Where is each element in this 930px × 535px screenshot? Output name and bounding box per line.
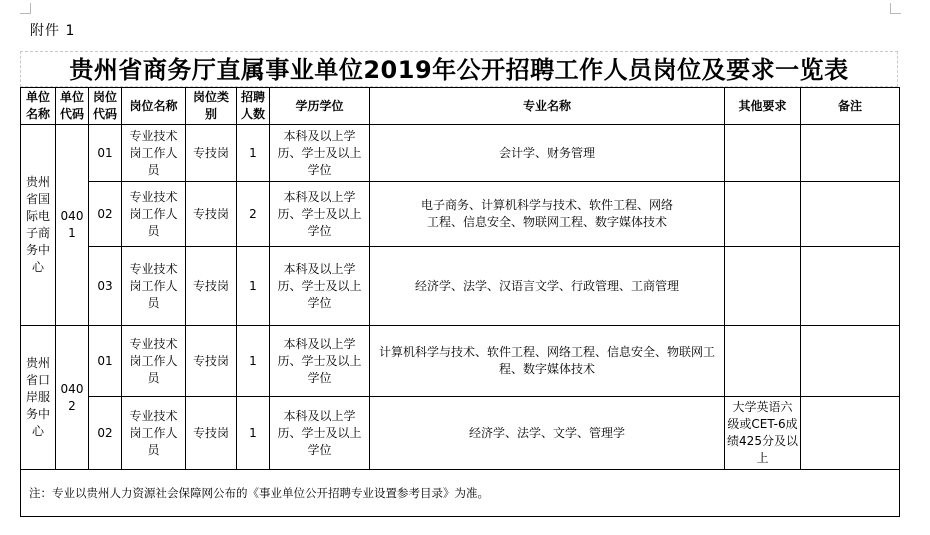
page-corner-mark-right [890,3,901,14]
education-cell: 本科及以上学历、学士及以上学位 [270,182,370,247]
count-cell: 1 [237,326,270,397]
other-cell [725,125,801,182]
remark-cell [801,182,900,247]
other-cell [725,182,801,247]
post-name-cell: 专业技术岗工作人员 [122,326,186,397]
header-unit-name: 单位名称 [21,88,56,125]
header-major: 专业名称 [370,88,725,125]
major-cell: 计算机科学与技术、软件工程、网络工程、信息安全、物联网工程、数字媒体技术 [370,326,725,397]
header-education: 学历学位 [270,88,370,125]
header-post-code: 岗位代码 [89,88,122,125]
header-count: 招聘人数 [237,88,270,125]
post-type-cell: 专技岗 [186,397,237,470]
post-name-cell: 专业技术岗工作人员 [122,182,186,247]
education-cell: 本科及以上学历、学士及以上学位 [270,326,370,397]
remark-cell [801,397,900,470]
remark-cell [801,247,900,326]
major-cell: 经济学、法学、汉语言文学、行政管理、工商管理 [370,247,725,326]
unit-name-cell: 贵州省口岸服务中心 [21,326,56,470]
recruitment-table [20,87,900,517]
unit-code-cell: 0402 [56,326,89,470]
post-code-cell: 02 [89,397,122,470]
other-cell [725,247,801,326]
post-type-cell: 专技岗 [186,182,237,247]
other-cell [725,326,801,397]
major-cell: 经济学、法学、文学、管理学 [370,397,725,470]
header-post-name: 岗位名称 [122,88,186,125]
table-row [21,247,900,326]
post-code-cell: 03 [89,247,122,326]
page-title: 贵州省商务厅直属事业单位2019年公开招聘工作人员岗位及要求一览表 [69,56,849,84]
major-cell: 会计学、财务管理 [370,125,725,182]
post-code-cell: 01 [89,125,122,182]
education-cell: 本科及以上学历、学士及以上学位 [270,247,370,326]
note-row [21,470,900,517]
count-cell: 1 [237,125,270,182]
table-row [21,326,900,397]
post-name-cell: 专业技术岗工作人员 [122,247,186,326]
attachment-label: 附件 1 [30,23,76,39]
table-row [21,182,900,247]
post-type-cell: 专技岗 [186,326,237,397]
header-unit-code: 单位代码 [56,88,89,125]
education-cell: 本科及以上学历、学士及以上学位 [270,397,370,470]
header-row [21,88,900,125]
post-code-cell: 01 [89,326,122,397]
count-cell: 1 [237,247,270,326]
table-row [21,397,900,470]
major-cell: 电子商务、计算机科学与技术、软件工程、网络工程、信息安全、物联网工程、数字媒体技术 [370,182,725,247]
unit-name-cell: 贵州省国际电子商务中心 [21,125,56,326]
header-post-type: 岗位类别 [186,88,237,125]
remark-cell [801,326,900,397]
post-code-cell: 02 [89,182,122,247]
note-text: 注：专业以贵州人力资源社会保障网公布的《事业单位公开招聘专业设置参考目录》为准。 [21,470,900,517]
count-cell: 1 [237,397,270,470]
post-name-cell: 专业技术岗工作人员 [122,397,186,470]
education-cell: 本科及以上学历、学士及以上学位 [270,125,370,182]
post-name-cell: 专业技术岗工作人员 [122,125,186,182]
post-type-cell: 专技岗 [186,247,237,326]
remark-cell [801,125,900,182]
header-other: 其他要求 [725,88,801,125]
other-cell: 大学英语六级或CET-6成绩425分及以上 [725,397,801,470]
header-remark: 备注 [801,88,900,125]
table-row [21,125,900,182]
count-cell: 2 [237,182,270,247]
page-corner-mark-left [20,3,31,14]
post-type-cell: 专技岗 [186,125,237,182]
unit-code-cell: 0401 [56,125,89,326]
